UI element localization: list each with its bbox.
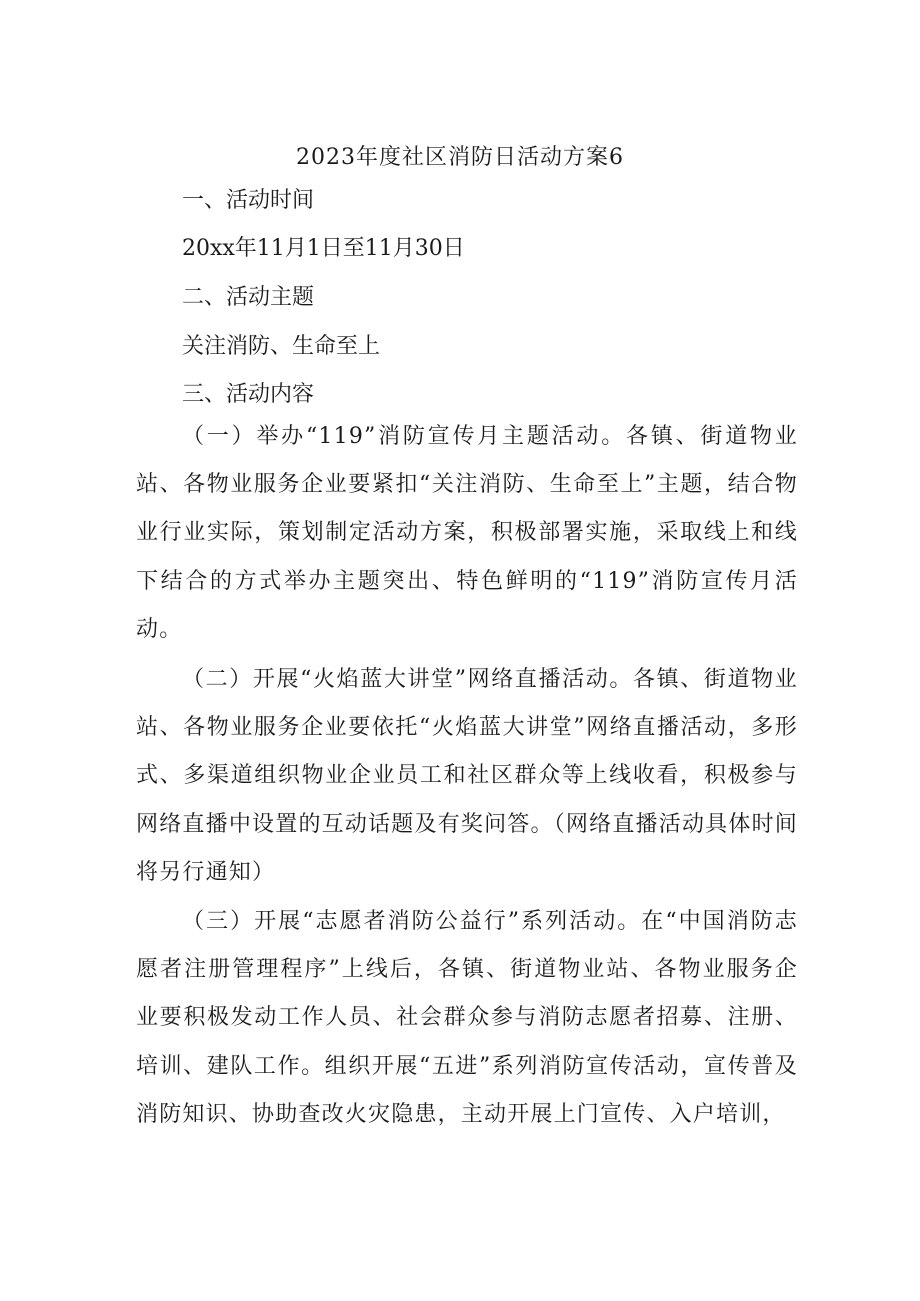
section-heading-theme: 二、活动主题 xyxy=(182,285,315,310)
section-heading-content: 三、活动内容 xyxy=(182,382,315,407)
content-paragraph-3: （三）开展“志愿者消防公益行”系列活动。在“中国消防志愿者注册管理程序”上线后，各镇、街道物业站、各物业服务企业要积极发动工作人员、社会群众参与消防志愿者招募、注册、培训、建队工作。组织开展“五进”系列消防宣传活动，宣传普及消防知识、协助查改火灾隐患，主动开展上门宣传、入户培训， xyxy=(136,909,798,1127)
content-paragraph-2: （二）开展“火焰蓝大讲堂”网络直播活动。各镇、街道物业站、各物业服务企业要依托“火焰蓝大讲堂”网络直播活动，多形式、多渠道组织物业企业员工和社区群众等上线收看，积极参与网络直播中设置的互动话题及有奖问答。（网络直播活动具体时间将另行通知） xyxy=(136,667,798,885)
document-title: 2023年度社区消防日活动方案6 xyxy=(296,145,624,170)
content-paragraph-1: （一）举办“119”消防宣传月主题活动。各镇、街道物业站、各物业服务企业要紧扣“关注消防、生命至上”主题，结合物业行业实际，策划制定活动方案，积极部署实施，采取线上和线下结合的方式举办主题突出、特色鲜明的“119”消防宣传月活动。 xyxy=(136,424,798,642)
activity-time-text: 20xx年11月1日至11月30日 xyxy=(182,236,465,261)
section-heading-time: 一、活动时间 xyxy=(182,188,315,213)
activity-theme-text: 关注消防、生命至上 xyxy=(182,334,381,359)
